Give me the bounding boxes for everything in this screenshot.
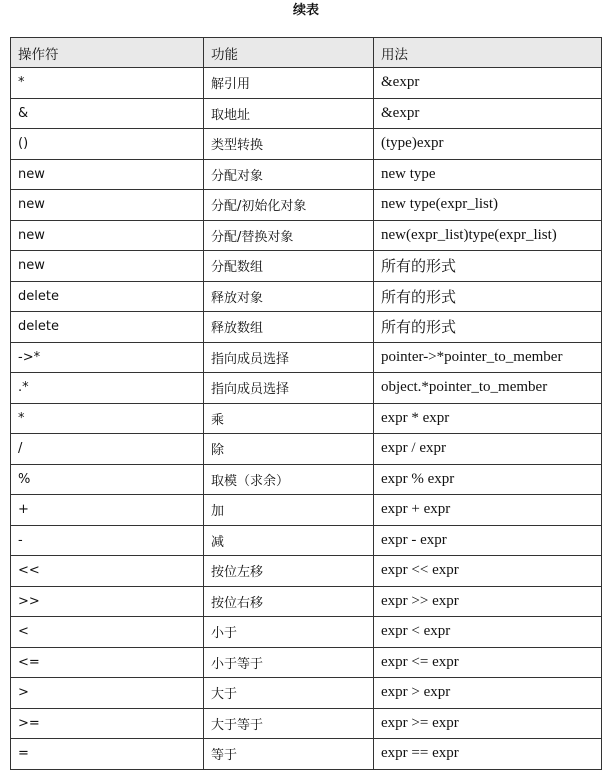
function-cell: 小于等于 — [204, 647, 374, 678]
operator-cell: = — [11, 739, 204, 770]
operator-cell: / — [11, 434, 204, 465]
usage-cell: new type(expr_list) — [374, 190, 602, 221]
usage-cell: expr == expr — [374, 739, 602, 770]
table-row — [11, 678, 602, 709]
table-row — [11, 403, 602, 434]
header-function: 功能 — [204, 38, 374, 68]
function-cell: 取模（求余） — [204, 464, 374, 495]
operator-cell: > — [11, 678, 204, 709]
function-cell: 释放数组 — [204, 312, 374, 343]
table-row — [11, 556, 602, 587]
function-cell: 乘 — [204, 403, 374, 434]
function-cell: 减 — [204, 525, 374, 556]
table-body — [11, 68, 602, 770]
usage-cell: expr - expr — [374, 525, 602, 556]
operator-cell: .* — [11, 373, 204, 404]
usage-cell: &expr — [374, 98, 602, 129]
table-header — [11, 38, 602, 68]
usage-cell: expr % expr — [374, 464, 602, 495]
usage-cell: expr << expr — [374, 556, 602, 587]
operator-cell: <= — [11, 647, 204, 678]
operator-cell: & — [11, 98, 204, 129]
operator-cell: < — [11, 617, 204, 648]
table-row — [11, 312, 602, 343]
table-row — [11, 464, 602, 495]
operator-cell: new — [11, 190, 204, 221]
function-cell: 分配/初始化对象 — [204, 190, 374, 221]
function-cell: 取地址 — [204, 98, 374, 129]
operator-cell: - — [11, 525, 204, 556]
operator-table — [10, 37, 602, 770]
function-cell: 释放对象 — [204, 281, 374, 312]
operator-cell: delete — [11, 312, 204, 343]
function-cell: 大于 — [204, 678, 374, 709]
operator-cell: delete — [11, 281, 204, 312]
usage-cell: object.*pointer_to_member — [374, 373, 602, 404]
usage-cell: expr * expr — [374, 403, 602, 434]
operator-cell: * — [11, 68, 204, 99]
usage-cell: 所有的形式 — [374, 312, 602, 343]
operator-cell: new — [11, 251, 204, 282]
table-row — [11, 98, 602, 129]
usage-cell: expr / expr — [374, 434, 602, 465]
table-row — [11, 586, 602, 617]
operator-cell: >> — [11, 586, 204, 617]
table-row — [11, 495, 602, 526]
usage-cell: 所有的形式 — [374, 281, 602, 312]
operator-cell: % — [11, 464, 204, 495]
function-cell: 类型转换 — [204, 129, 374, 160]
function-cell: 解引用 — [204, 68, 374, 99]
table-row — [11, 647, 602, 678]
header-row — [11, 38, 602, 68]
table-row — [11, 281, 602, 312]
operator-cell: + — [11, 495, 204, 526]
function-cell: 指向成员选择 — [204, 373, 374, 404]
usage-cell: new type — [374, 159, 602, 190]
function-cell: 大于等于 — [204, 708, 374, 739]
usage-cell: &expr — [374, 68, 602, 99]
table-row — [11, 159, 602, 190]
table-row — [11, 617, 602, 648]
function-cell: 加 — [204, 495, 374, 526]
table-row — [11, 373, 602, 404]
function-cell: 分配/替换对象 — [204, 220, 374, 251]
usage-cell: expr > expr — [374, 678, 602, 709]
operator-cell: << — [11, 556, 204, 587]
operator-cell: >= — [11, 708, 204, 739]
table-row — [11, 220, 602, 251]
table-row — [11, 708, 602, 739]
usage-cell: (type)expr — [374, 129, 602, 160]
usage-cell: expr < expr — [374, 617, 602, 648]
usage-cell: expr >= expr — [374, 708, 602, 739]
function-cell: 指向成员选择 — [204, 342, 374, 373]
usage-cell: expr >> expr — [374, 586, 602, 617]
function-cell: 按位右移 — [204, 586, 374, 617]
header-usage: 用法 — [374, 38, 602, 68]
function-cell: 除 — [204, 434, 374, 465]
table-row — [11, 251, 602, 282]
operator-cell: new — [11, 159, 204, 190]
table-row — [11, 68, 602, 99]
table-caption: 续表 — [292, 3, 319, 18]
operator-cell: * — [11, 403, 204, 434]
table-row — [11, 739, 602, 770]
operator-cell: () — [11, 129, 204, 160]
function-cell: 分配对象 — [204, 159, 374, 190]
function-cell: 按位左移 — [204, 556, 374, 587]
table-row — [11, 342, 602, 373]
function-cell: 分配数组 — [204, 251, 374, 282]
usage-cell: 所有的形式 — [374, 251, 602, 282]
usage-cell: new(expr_list)type(expr_list) — [374, 220, 602, 251]
usage-cell: pointer->*pointer_to_member — [374, 342, 602, 373]
table-row — [11, 190, 602, 221]
table-row — [11, 525, 602, 556]
usage-cell: expr <= expr — [374, 647, 602, 678]
header-operator: 操作符 — [11, 38, 204, 68]
operator-cell: new — [11, 220, 204, 251]
operator-cell: ->* — [11, 342, 204, 373]
usage-cell: expr + expr — [374, 495, 602, 526]
function-cell: 小于 — [204, 617, 374, 648]
function-cell: 等于 — [204, 739, 374, 770]
table-row — [11, 129, 602, 160]
table-row — [11, 434, 602, 465]
